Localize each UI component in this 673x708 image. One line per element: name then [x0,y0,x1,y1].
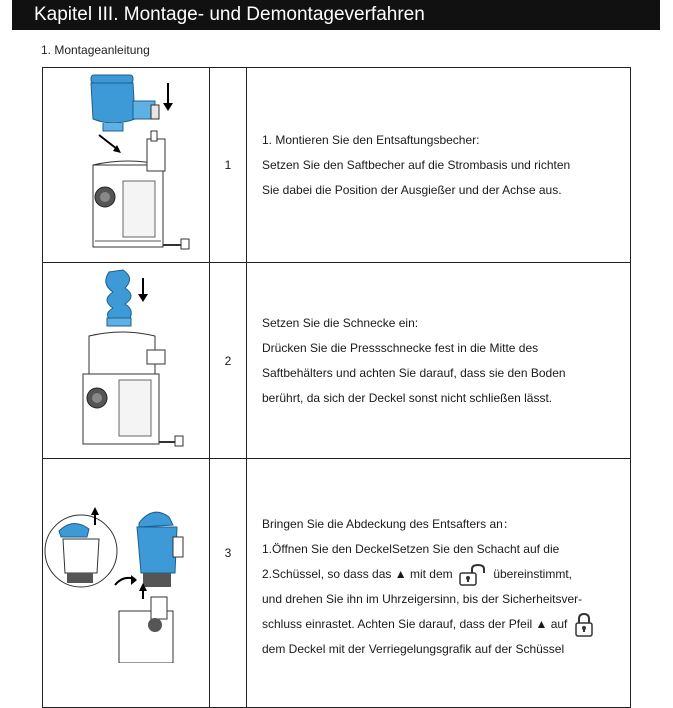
section-title: 1. Montageanleitung [41,43,150,57]
step-line: Setzen Sie den Saftbecher auf die Strombasis und richten [262,157,571,172]
step-1-illustration [43,68,210,263]
step-1-text [247,68,631,263]
step-row [43,68,631,263]
step-line-part: übereinstimmt, [493,567,573,581]
step-number: 3 [210,459,247,708]
step-2-illustration [43,263,210,459]
step-line-part: 2.Schüssel, so dass das ▲ mit dem [262,567,453,581]
auger-insert-illustration [43,264,209,457]
step-row [43,263,631,459]
step-number: 2 [210,263,247,459]
step-line: Setzen Sie die Schnecke ein: [262,315,419,330]
chapter-title: Kapitel III. Montage- und Demontageverfahren [34,4,425,25]
step-line: und drehen Sie ihn im Uhrzeigersinn, bis der Sicherheitsver- [262,592,583,606]
step-3-illustration [43,459,210,708]
step-line [262,612,620,637]
step-3-text [247,459,631,708]
unlock-icon [459,564,487,586]
step-line: 1.Öffnen Sie den DeckelSetzen Sie den Schacht auf die [262,542,560,556]
step-line: dem Deckel mit der Verriegelungsgrafik auf der Schüssel [262,642,565,656]
page-header [12,0,660,30]
lock-icon [574,613,594,637]
step-line: Sie dabei die Position der Ausgießer und der Achse aus. [262,182,562,197]
assembly-steps-table [42,67,631,708]
step-line [262,562,620,587]
step-line-part: schluss einrastet. Achten Sie darauf, dass der Pfeil ▲ auf [262,617,568,631]
step-2-text [247,263,631,459]
juice-cup-assembly-illustration [43,69,209,261]
step-line: 1. Montieren Sie den Entsaftungsbecher: [262,132,480,147]
step-row [43,459,631,708]
step-line: berührt, da sich der Deckel sonst nicht schließen lässt. [262,390,553,405]
step-line: Bringen Sie die Abdeckung des Entsafters an： [262,517,515,531]
lid-attach-illustration [43,503,209,663]
step-line: Drücken Sie die Pressschnecke fest in die Mitte des [262,340,539,355]
step-line: Saftbehälters und achten Sie darauf, dass sie den Boden [262,365,566,380]
step-number: 1 [210,68,247,263]
